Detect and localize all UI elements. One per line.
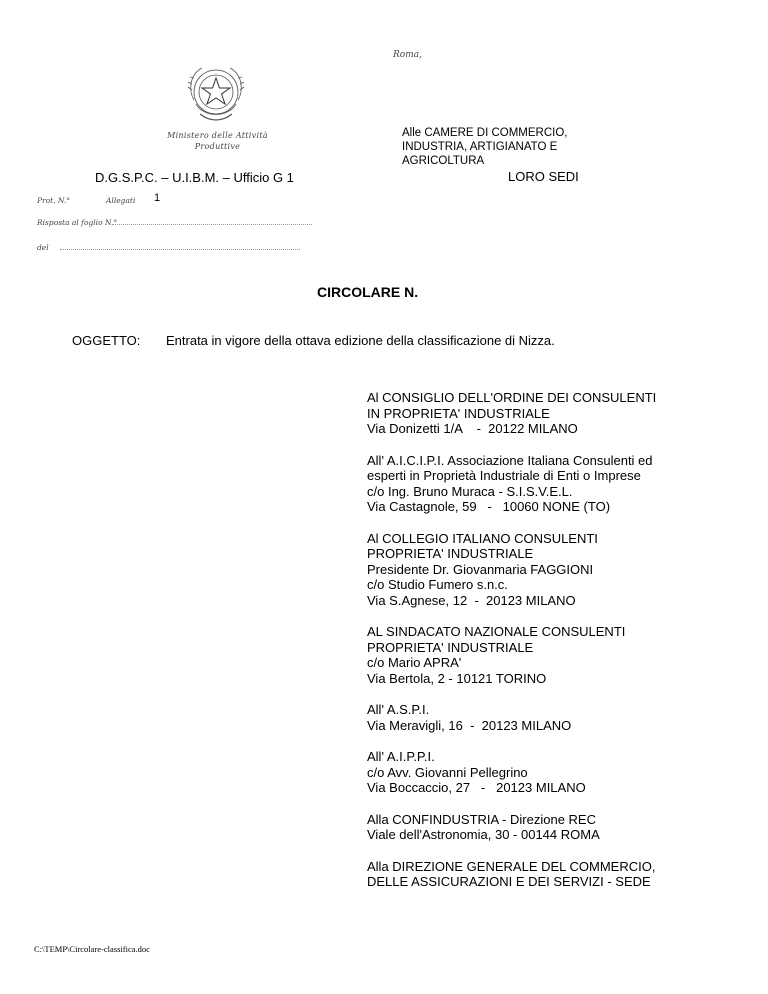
recipient-line: Via S.Agnese, 12 - 20123 MILANO xyxy=(367,592,576,608)
addressee-line: INDUSTRIA, ARTIGIANATO E xyxy=(402,141,558,153)
recipient xyxy=(367,859,697,890)
recipient-line: IN PROPRIETA' INDUSTRIALE xyxy=(367,405,550,421)
recipient xyxy=(367,812,697,843)
recipient xyxy=(367,749,697,796)
ministry-name xyxy=(160,130,275,152)
recipient xyxy=(367,624,697,686)
addressee-block xyxy=(402,126,568,168)
addressee-location: LORO SEDI xyxy=(508,169,579,184)
recipient-line: Al CONSIGLIO DELL'ORDINE DEI CONSULENTI xyxy=(367,390,657,405)
recipient-line: PROPRIETA' INDUSTRIALE xyxy=(367,546,534,561)
del-label: del xyxy=(37,243,49,252)
recipient xyxy=(367,531,697,609)
place-date: Roma, xyxy=(393,50,422,60)
dotted-line xyxy=(112,224,312,225)
recipient-line: c/o Mario APRA' xyxy=(367,655,462,670)
prot-label: Prot. N.° xyxy=(37,196,71,205)
dotted-line xyxy=(60,249,300,250)
subject-text: Entrata in vigore della ottava edizione della classificazione di Nizza. xyxy=(166,333,555,348)
recipient-line: AL SINDACATO NAZIONALE CONSULENTI xyxy=(367,624,626,639)
allegati-value: 1 xyxy=(154,192,161,204)
recipient-line: c/o Ing. Bruno Muraca - S.I.S.V.E.L. xyxy=(367,483,573,499)
recipient-line: Via Donizetti 1/A - 20122 MILANO xyxy=(367,421,578,436)
recipient-line: All' A.I.P.P.I. xyxy=(367,749,435,764)
recipient xyxy=(367,453,697,515)
recipient xyxy=(367,702,697,733)
allegati-label: Allegati xyxy=(106,196,136,205)
recipient-line: Viale dell'Astronomia, 30 - 00144 ROMA xyxy=(367,827,600,842)
addressee-line: AGRICOLTURA xyxy=(402,155,485,167)
recipient-line: DELLE ASSICURAZIONI E DEI SERVIZI - SEDE xyxy=(367,874,651,889)
recipient-line: Via Meravigli, 16 - 20123 MILANO xyxy=(367,717,572,733)
recipient xyxy=(367,390,697,437)
document-title: CIRCOLARE N. xyxy=(317,284,419,300)
republic-emblem-icon xyxy=(180,60,252,128)
risposta-label: Risposta al foglio N.° xyxy=(37,218,118,227)
recipient-line: All' A.S.P.I. xyxy=(367,702,430,717)
ministry-line: Produttive xyxy=(194,142,241,151)
recipient-line: Via Castagnole, 59 - 10060 NONE (TO) xyxy=(367,499,611,514)
recipient-line: esperti in Proprietà Industriale di Enti o Imprese xyxy=(367,468,641,483)
recipient-line: c/o Avv. Giovanni Pellegrino xyxy=(367,764,528,780)
footer-file-path: C:\TEMP\Circolare-classifica.doc xyxy=(34,944,150,954)
addressee-line: Alle CAMERE DI COMMERCIO, xyxy=(402,127,568,139)
department: D.G.S.P.C. – U.I.B.M. – Ufficio G 1 xyxy=(95,170,294,185)
recipient-line: Via Boccaccio, 27 - 20123 MILANO xyxy=(367,780,586,795)
recipient-line: c/o Studio Fumero s.n.c. xyxy=(367,577,508,592)
subject-label: OGGETTO: xyxy=(72,333,141,348)
recipient-line: PROPRIETA' INDUSTRIALE xyxy=(367,639,534,655)
recipient-line: Alla DIREZIONE GENERALE DEL COMMERCIO, xyxy=(367,858,656,874)
recipients-list xyxy=(367,390,697,906)
recipient-line: Presidente Dr. Giovanmaria FAGGIONI xyxy=(367,561,594,577)
recipient-line: Alla CONFINDUSTRIA - Direzione REC xyxy=(367,811,596,827)
ministry-line: Ministero delle Attività xyxy=(167,131,268,140)
recipient-line: All' A.I.C.I.P.I. Associazione Italiana Consulenti ed xyxy=(367,452,653,468)
recipient-line: Al COLLEGIO ITALIANO CONSULENTI xyxy=(367,530,598,546)
recipient-line: Via Bertola, 2 - 10121 TORINO xyxy=(367,670,547,686)
